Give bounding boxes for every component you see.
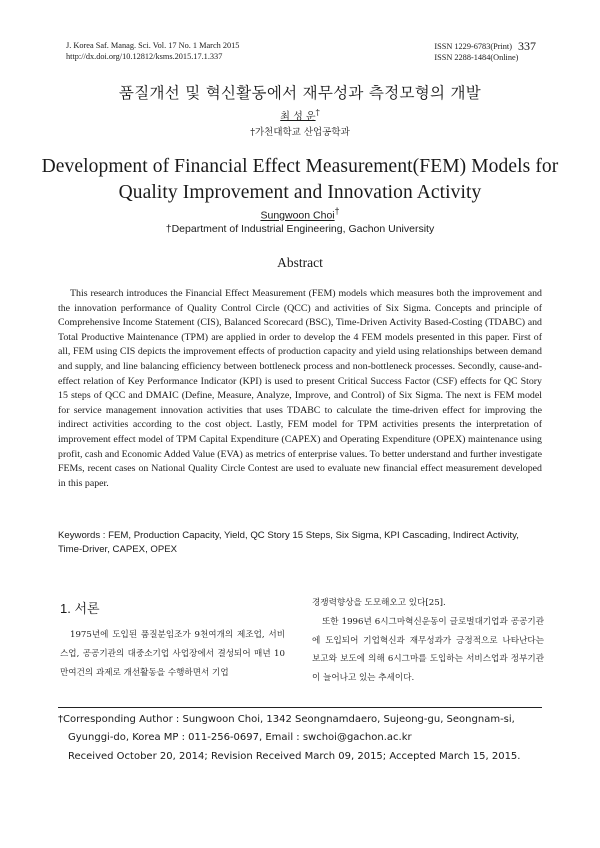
footnote-dates: Received October 20, 2014; Revision Received March 09, 2015; Accepted March 15, 2015.: [68, 750, 521, 762]
abstract-heading: Abstract: [277, 255, 323, 270]
footnote-divider: [58, 707, 542, 708]
footnote: [58, 711, 544, 766]
intro-paragraph-2: 또한 1996년 6시그마혁신운동이 글로벌대기업과 공공기관에 도입되어 기업혁신과 재무성과가 긍정적으로 나타난다는 보고와 보도에 의해 6시그마를 도입하는 서비스업과 정부기관이 늘어나고 있는 추세이다.: [312, 616, 544, 684]
page-number: 337: [518, 39, 536, 53]
abstract-body: This research introduces the Financial Effect Measurement (FEM) models which measures both the improvement and the innovation performance of Quality Control Circle (QCC) and activities of Six Sigma. Concepts and principle of Comprehensive Income Statement (CIS), Balanced Scorecard (BSC), Time-Driven Activity Based-Costing (TDABC) and Total Productive Maintenance (TPM) are applied in order to develop the 4 FEM models presented in this paper. First of all, FEM using CIS depicts the improvement effects of production capacity and yield using relationships between demand and supply, and line balancing efficiency between bottleneck process and non-bottleneck processes. Secondly, cause-and-effect relation of Key Performance Indicator (KPI) is used to present Critical Success Factor (CSF) effects for QC Story 15 steps of QCC and DMAIC (Define, Measure, Analyze, Improve, and Control) of Six Sigma. The next is FEM model for service management innovation activities that uses TDABC to calculate the time-driven effect for improving the indirect activities according to the cost object. Lastly, FEM model for TPM activities presents the interpretation of improvement effect model of TPM Capital Expenditure (CAPEX) and Operating Expenditure (OPEX) maintenance using profit, cash and Economic Added Value (EVA) as metrics of enterprise values. To better understand and further investigate FEMs, recent cases on National Quality Circle Contest are used to evaluate new financial effect measurement developed in this paper.: [58, 288, 542, 489]
intro-left-column: [60, 626, 285, 682]
korean-affiliation: †가천대학교 산업공학과: [250, 127, 350, 138]
english-author-name: Sungwoon Choi: [260, 209, 335, 222]
korean-author: [0, 107, 600, 122]
english-author: [0, 206, 600, 222]
journal-header: [66, 40, 239, 62]
section-heading-introduction: 1. 서론: [60, 601, 100, 616]
english-author-mark: †: [334, 206, 340, 216]
issn-print-line: [434, 40, 536, 52]
korean-author-name: 최 성 운: [280, 111, 316, 123]
issn-online: ISSN 2288-1484(Online): [434, 53, 519, 62]
intro-paragraph-1: 1975년에 도입된 품질분임조가 9천여개의 제조업, 서비스업, 공공기관의 대중소기업 사업장에서 결성되어 매년 10만여건의 과제로 개선활동을 수행하면서 기업: [60, 630, 285, 678]
issn-print: ISSN 1229-6783(Print): [434, 42, 512, 51]
keywords-label: Keywords: [58, 530, 101, 541]
keywords-list: FEM, Production Capacity, Yield, QC Story 15 Steps, Six Sigma, KPI Cascading, Indirect Activity, Time-Driver, CAPEX, OPEX: [58, 530, 519, 556]
korean-title: 품질개선 및 혁신활동에서 재무성과 측정모형의 개발: [118, 84, 482, 102]
issn-header: [434, 40, 536, 63]
footnote-line2: Gyunggi-do, Korea MP : 011-256-0697, Email : swchoi@gachon.ac.kr: [68, 732, 412, 744]
intro-right-column: [312, 594, 544, 688]
english-affiliation: †Department of Industrial Engineering, Gachon University: [165, 223, 435, 235]
korean-author-mark: †: [315, 107, 320, 117]
english-title-line1: Development of Financial Effect Measurement(FEM) Models for: [41, 156, 559, 177]
intro-paragraph-1-continued: 경쟁력향상을 도모해오고 있다[25].: [312, 598, 446, 608]
footnote-line1: †Corresponding Author : Sungwoon Choi, 1342 Seongnamdaero, Sujeong-gu, Seongnam-si,: [58, 714, 515, 725]
keywords: Keywords : FEM, Production Capacity, Yield, QC Story 15 Steps, Six Sigma, KPI Cascading, Indirect Activity, Time-Driver, CAPEX, OPEX: [58, 530, 519, 556]
doi-link[interactable]: http://dx.doi.org/10.12812/ksms.2015.17.1.337: [66, 52, 223, 61]
english-title-line2: Quality Improvement and Innovation Activity: [118, 182, 482, 203]
journal-citation: J. Korea Saf. Manag. Sci. Vol. 17 No. 1 March 2015: [66, 41, 240, 50]
english-title: [40, 154, 560, 206]
